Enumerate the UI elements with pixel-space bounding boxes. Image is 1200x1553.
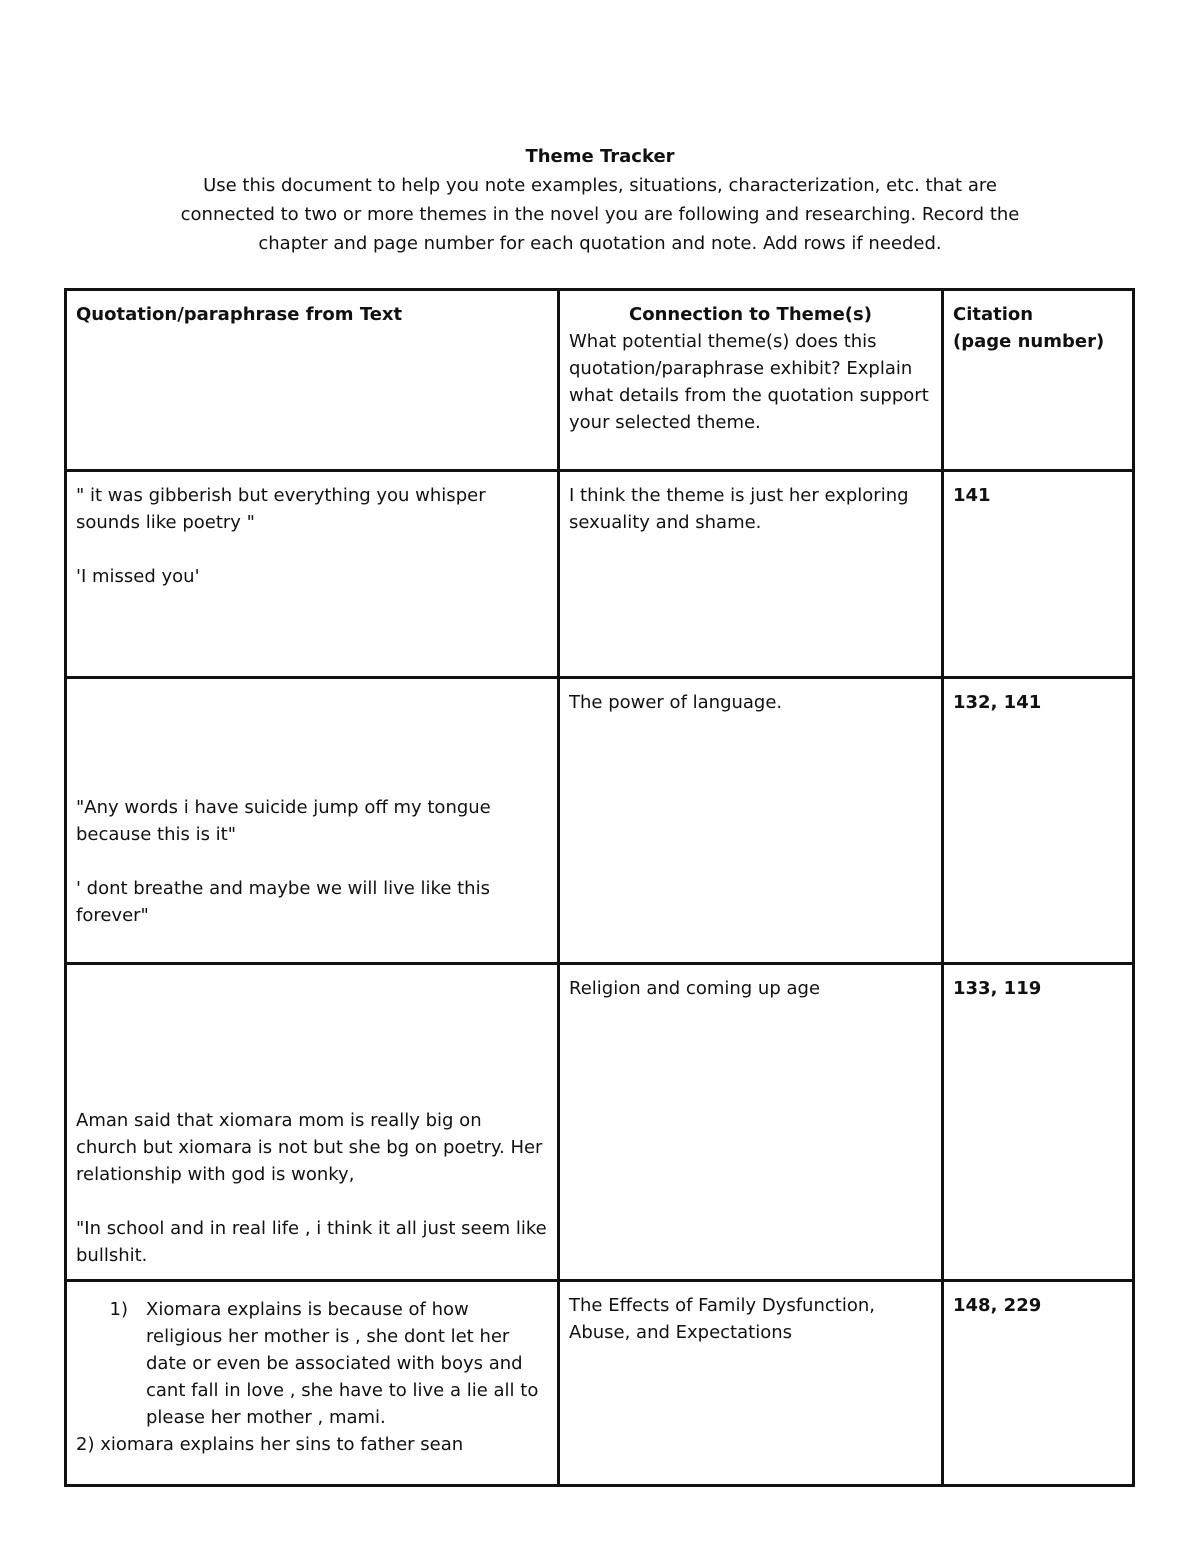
theme-text: The power of language. — [569, 692, 783, 713]
theme-cell[interactable] — [559, 471, 943, 678]
table-row — [66, 964, 1134, 1281]
citation-cell[interactable] — [943, 678, 1134, 964]
citation-cell[interactable] — [943, 964, 1134, 1281]
quotation-cell[interactable] — [66, 1281, 559, 1486]
quotation-text: 2) xiomara explains her sins to father sean — [76, 1434, 464, 1455]
citation-text: 132, 141 — [953, 692, 1042, 713]
citation-cell[interactable] — [943, 1281, 1134, 1486]
theme-tracker-table — [64, 288, 1135, 1487]
table-row — [66, 1281, 1134, 1486]
theme-cell[interactable] — [559, 964, 943, 1281]
header-citation-label: Citation — [953, 304, 1034, 325]
theme-text: Religion and coming up age — [569, 978, 821, 999]
quotation-cell[interactable] — [66, 964, 559, 1281]
theme-cell[interactable] — [559, 1281, 943, 1486]
quotation-text: Xiomara explains is because of how religious her mother is , she dont let her date or even be associated with boys and cant fall in love , she have to live a lie all to please her mother , mami. — [146, 1299, 539, 1428]
header-connection — [559, 290, 943, 471]
quotation-text: " it was gibberish but everything you whisper sounds like poetry " — [76, 485, 486, 533]
theme-cell[interactable] — [559, 678, 943, 964]
quotation-text: 'I missed you' — [76, 566, 200, 587]
instructions-line-3: chapter and page number for each quotation and note. Add rows if needed. — [258, 233, 942, 254]
list-number: 1) — [109, 1299, 128, 1320]
list-item — [76, 1296, 548, 1431]
quotation-text: ' dont breathe and maybe we will live like this forever" — [76, 878, 490, 926]
instructions-line-2: connected to two or more themes in the novel you are following and researching. Record the — [180, 204, 1020, 225]
quotation-text: "In school and in real life , i think it all just seem like bullshit. — [76, 1218, 547, 1266]
header-quotation — [66, 290, 559, 471]
theme-text: The Effects of Family Dysfunction, Abuse, and Expectations — [569, 1295, 875, 1343]
quotation-cell[interactable] — [66, 471, 559, 678]
table-row — [66, 678, 1134, 964]
document-title: Theme Tracker — [525, 146, 675, 167]
quotation-text: Aman said that xiomara mom is really big on church but xiomara is not but she bg on poetry. Her relationship with god is wonky, — [76, 1110, 543, 1185]
citation-text: 133, 119 — [953, 978, 1042, 999]
citation-text: 141 — [953, 485, 991, 506]
table-header-row — [66, 290, 1134, 471]
table-row — [66, 471, 1134, 678]
header-connection-label: Connection to Theme(s) — [629, 304, 872, 325]
document-header — [100, 142, 1100, 258]
header-citation-sublabel: (page number) — [953, 331, 1105, 352]
quotation-text: "Any words i have suicide jump off my tongue because this is it" — [76, 797, 491, 845]
citation-cell[interactable] — [943, 471, 1134, 678]
header-citation — [943, 290, 1134, 471]
instructions-line-1: Use this document to help you note examples, situations, characterization, etc. that are — [203, 175, 997, 196]
theme-text: I think the theme is just her exploring sexuality and shame. — [569, 485, 909, 533]
citation-text: 148, 229 — [953, 1295, 1042, 1316]
header-quotation-label: Quotation/paraphrase from Text — [76, 304, 403, 325]
header-connection-description: What potential theme(s) does this quotation/paraphrase exhibit? Explain what details from the quotation support your selected theme. — [569, 331, 929, 433]
quotation-cell[interactable] — [66, 678, 559, 964]
